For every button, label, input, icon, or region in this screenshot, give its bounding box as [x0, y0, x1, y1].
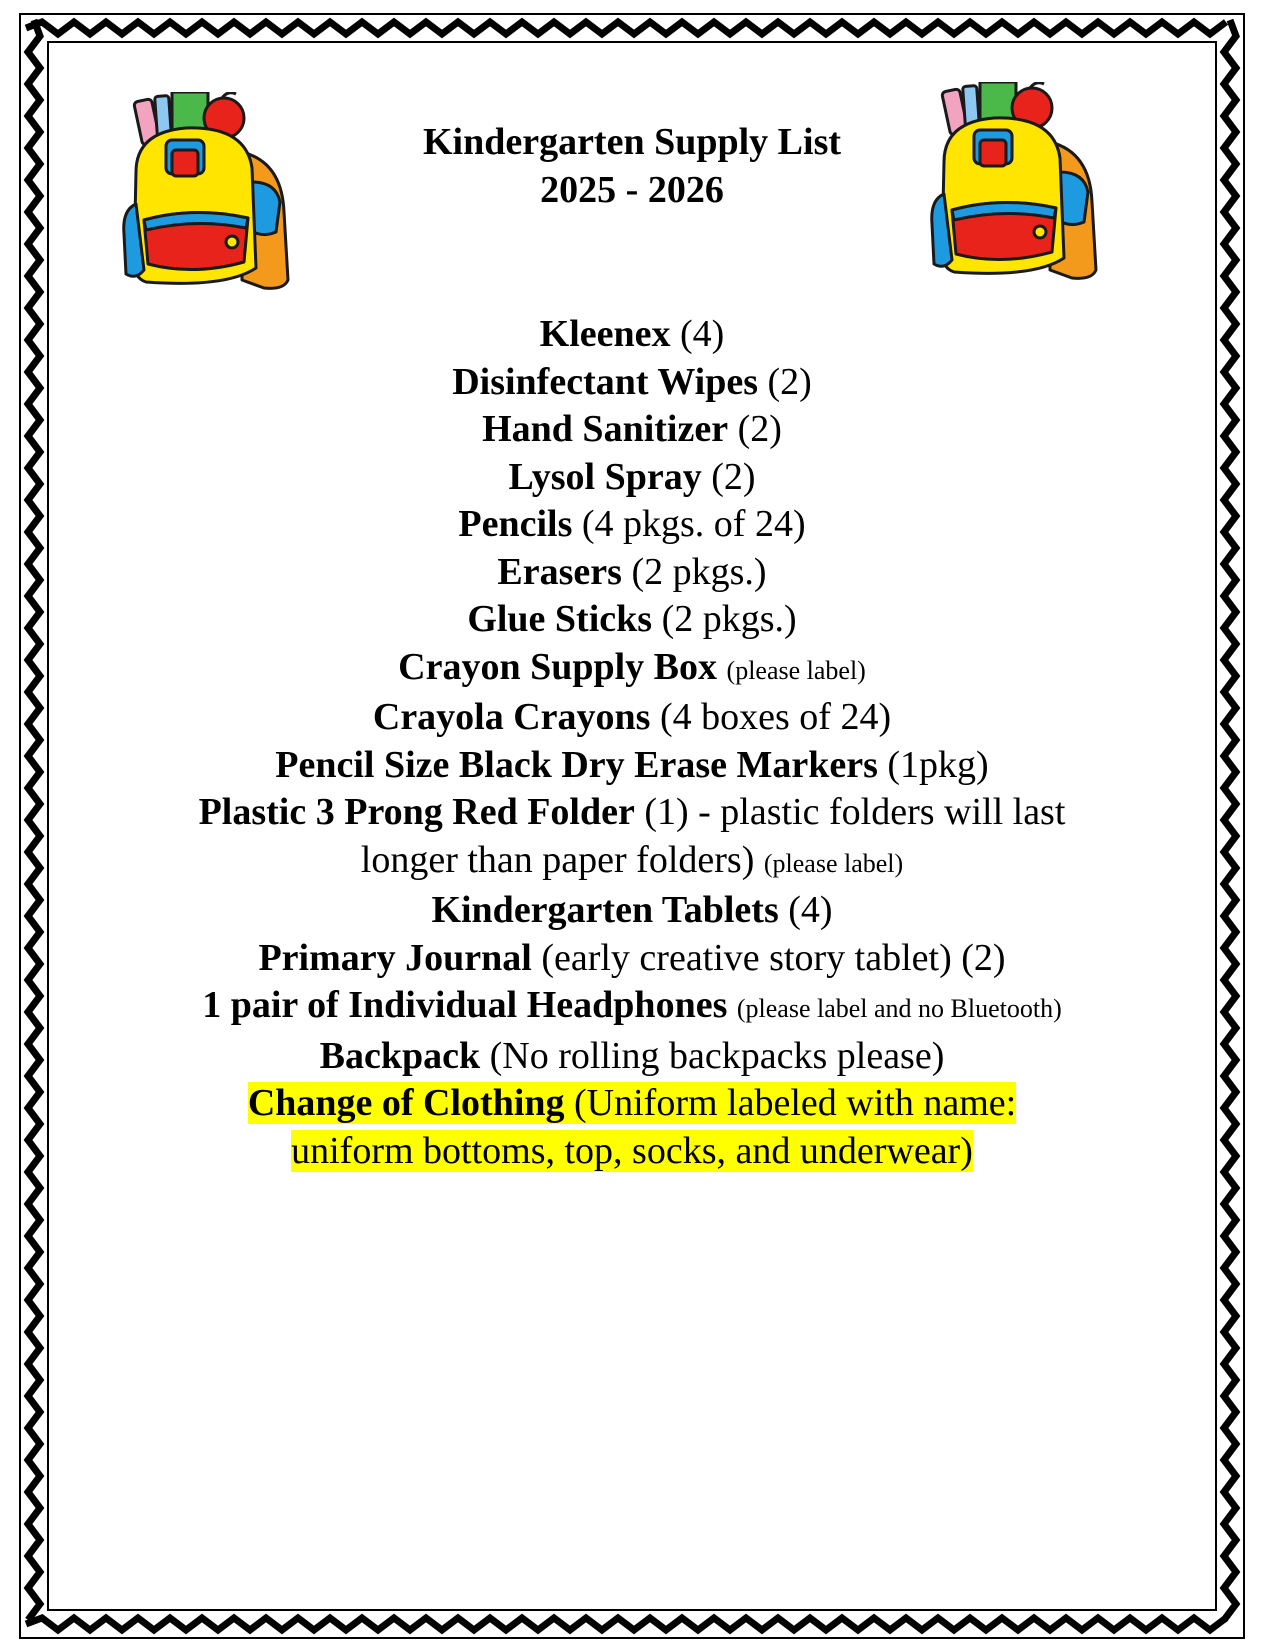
item-qty: (2) — [767, 360, 812, 403]
item-name: Disinfectant Wipes — [452, 360, 758, 403]
item-name: Lysol Spray — [508, 455, 702, 498]
list-item-highlighted — [110, 1080, 1154, 1128]
list-item — [110, 501, 1154, 549]
item-name: Pencils — [458, 503, 573, 545]
item-name: Change of Clothing — [247, 1082, 565, 1124]
item-qty: (2 pkgs.) — [661, 598, 797, 640]
item-qty: (4) — [680, 313, 725, 355]
item-name: Kleenex — [539, 313, 671, 355]
list-item — [110, 887, 1154, 935]
item-qty: (4) — [788, 889, 833, 931]
item-name: Erasers — [497, 550, 622, 593]
item-qty: (4 pkgs. of 24) — [581, 503, 806, 545]
item-name: Kindergarten Tablets — [431, 889, 779, 931]
list-item — [110, 935, 1154, 983]
list-item — [110, 311, 1154, 359]
item-name: Crayon Supply Box — [398, 645, 718, 688]
list-item-continued — [110, 1128, 1154, 1176]
list-item — [110, 982, 1154, 1033]
item-qty: uniform bottoms, top, socks, and underwear) — [291, 1129, 973, 1172]
item-name: 1 pair of Individual Headphones — [202, 984, 728, 1026]
list-item — [110, 549, 1154, 597]
item-note: (please label) — [726, 655, 866, 685]
item-qty: (2 pkgs.) — [631, 550, 767, 593]
item-note: (please label) — [763, 848, 904, 878]
item-name: Pencil Size Black Dry Erase Markers — [275, 743, 878, 786]
item-qty: (4 boxes of 24) — [659, 696, 892, 738]
item-qty: (1) - plastic folders will last — [644, 791, 1066, 833]
item-qty: (2) — [737, 408, 782, 450]
list-item — [110, 596, 1154, 644]
list-item — [110, 406, 1154, 454]
title-block — [350, 118, 914, 214]
item-name: Primary Journal — [258, 936, 532, 979]
item-name: Glue Sticks — [467, 598, 653, 640]
list-item — [110, 742, 1154, 790]
supply-list — [110, 311, 1154, 1175]
item-name: Backpack — [319, 1034, 481, 1077]
list-item — [110, 694, 1154, 742]
list-item — [110, 789, 1154, 837]
item-note: (please label and no Bluetooth) — [736, 994, 1062, 1023]
list-item-continued — [110, 837, 1154, 888]
item-qty: (1pkg) — [887, 743, 989, 786]
item-qty: (2) — [711, 455, 756, 498]
item-qty: (early creative story tablet) (2) — [541, 936, 1006, 979]
page-title: Kindergarten Supply List — [422, 121, 842, 163]
list-item — [110, 1033, 1154, 1081]
backpack-icon — [930, 82, 1100, 282]
item-name: Hand Sanitizer — [482, 408, 729, 450]
item-qty: (Uniform labeled with name: — [574, 1082, 1017, 1124]
backpack-icon — [122, 92, 292, 292]
item-qty: longer than paper folders) — [360, 838, 755, 881]
school-year: 2025 - 2026 — [540, 169, 724, 211]
item-name: Crayola Crayons — [372, 696, 651, 738]
list-item — [110, 644, 1154, 695]
list-item — [110, 359, 1154, 407]
item-qty: (No rolling backpacks please) — [489, 1034, 945, 1077]
list-item — [110, 454, 1154, 502]
item-name: Plastic 3 Prong Red Folder — [198, 791, 635, 833]
